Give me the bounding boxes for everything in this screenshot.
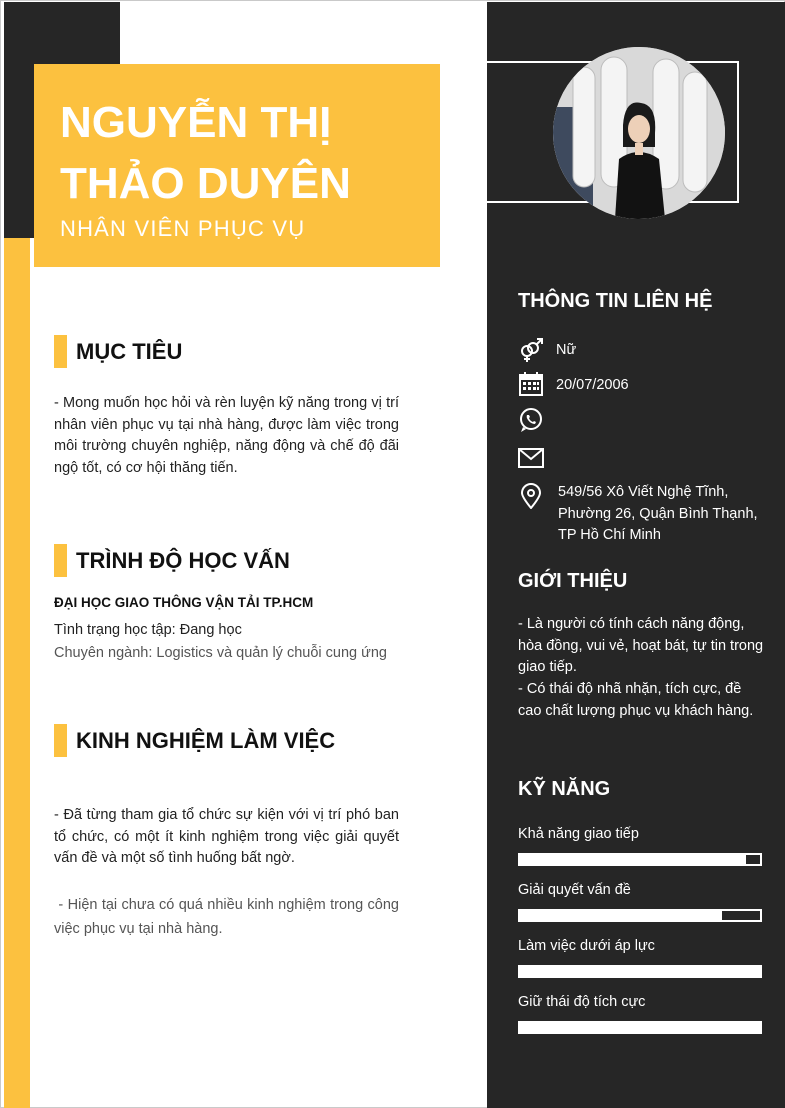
skill-bar-fill [520, 911, 722, 920]
skill-bar-fill [520, 967, 760, 976]
objective-text: - Mong muốn học hỏi và rèn luyện kỹ năng trong vị trí nhân viên phục vụ tại nhà hàng, được làm việc trong môi trường chuyên nghiệp, năng động và chế độ đãi ngộ tốt, có cơ hội thăng tiến. [54, 395, 399, 476]
intro-text-1: - Là người có tính cách năng động, hòa đồng, vui vẻ, hoạt bát, tự tin trong giao tiếp. [518, 616, 764, 675]
skills-title: KỸ NĂNG [518, 778, 611, 800]
experience-accent-bar [54, 724, 67, 757]
skill-label: Giải quyết vấn đề [518, 882, 631, 898]
experience-item-1: - Đã từng tham gia tổ chức sự kiện với vị trí phó ban tổ chức, có một ít kinh nghiệm trong việc giải quyết vấn đề và một số tình huống bất ngờ. [54, 807, 399, 866]
job-title: NHÂN VIÊN PHỤC VỤ [60, 216, 306, 241]
education-status: Tình trạng học tập: Đang học [54, 622, 242, 638]
location-pin-icon [518, 483, 544, 509]
education-school: ĐẠI HỌC GIAO THÔNG VẬN TẢI TP.HCM [54, 595, 314, 610]
whatsapp-icon [518, 407, 544, 433]
skill-label: Làm việc dưới áp lực [518, 938, 655, 954]
yellow-side-strip [4, 238, 30, 1108]
mail-icon [518, 445, 544, 471]
candidate-name: NGUYỄN THỊ THẢO DUYÊN [60, 98, 351, 208]
experience-item-2: - Hiện tại chưa có quá nhiều kinh nghiệm trong công việc phục vụ tại nhà hàng. [54, 897, 404, 937]
skill-bar [518, 909, 762, 922]
skill-bar-fill [520, 1023, 760, 1032]
contact-title: THÔNG TIN LIÊN HỆ [518, 290, 713, 312]
gender-icon [518, 337, 544, 363]
profile-photo [553, 47, 725, 219]
skill-label: Khả năng giao tiếp [518, 826, 639, 842]
dob-value: 20/07/2006 [556, 377, 629, 393]
skill-bar [518, 853, 762, 866]
intro-text-2: - Có thái độ nhã nhặn, tích cực, đề cao chất lượng phục vụ khách hàng. [518, 681, 754, 719]
skill-bar [518, 965, 762, 978]
address-value: 549/56 Xô Viết Nghệ Tĩnh, Phường 26, Quận Bình Thạnh, TP Hồ Chí Minh [558, 484, 758, 543]
skill-bar-fill [520, 855, 746, 864]
skill-label: Giữ thái độ tích cực [518, 994, 646, 1010]
objective-accent-bar [54, 335, 67, 368]
intro-title: GIỚI THIỆU [518, 570, 628, 592]
objective-title: MỤC TIÊU [76, 339, 183, 364]
education-title: TRÌNH ĐỘ HỌC VẤN [76, 548, 290, 573]
gender-value: Nữ [556, 342, 577, 358]
experience-title: KINH NGHIỆM LÀM VIỆC [76, 728, 336, 753]
education-accent-bar [54, 544, 67, 577]
calendar-icon [518, 371, 544, 397]
education-major: Chuyên ngành: Logistics và quản lý chuỗi cung ứng [54, 645, 387, 661]
skill-bar [518, 1021, 762, 1034]
